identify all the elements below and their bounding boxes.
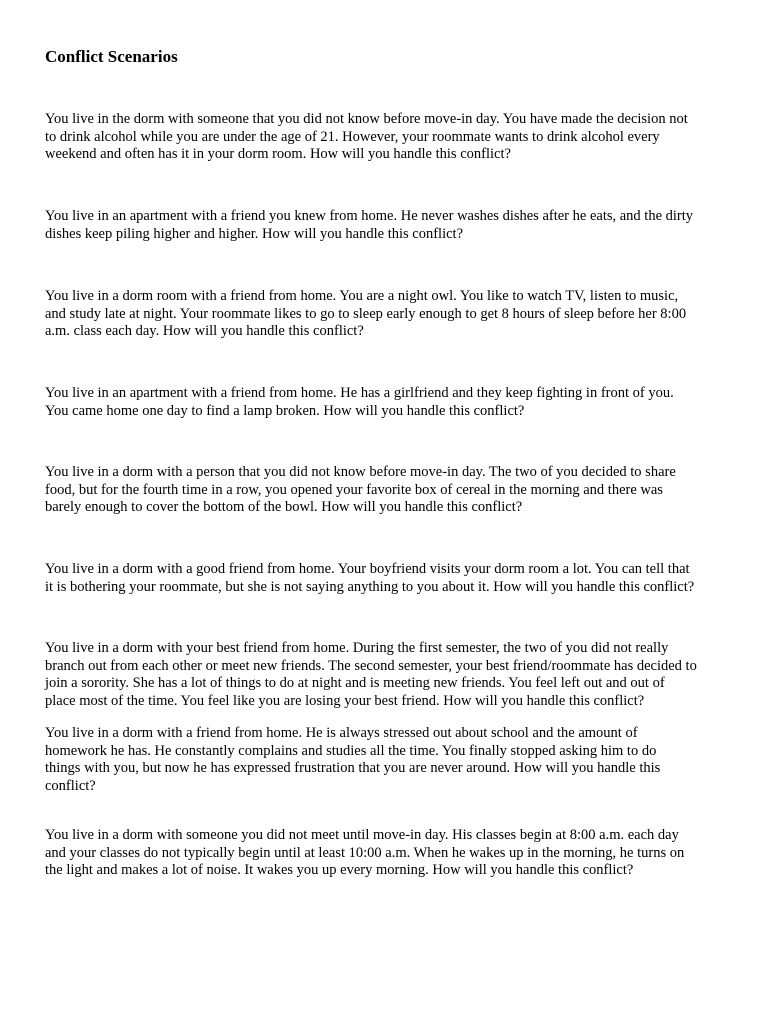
scenario-paragraph-8: You live in a dorm with a friend from home. He is always stressed out about school and the amount of homework he has. He constantly complains and studies all the time. You finally stopped asking him to do things with you, but now he has expressed frustration that you are never around. How will you handle this conflict?: [45, 725, 661, 794]
scenario-paragraph-9: You live in a dorm with someone you did not meet until move-in day. His classes begin at 8:00 a.m. each day and your classes do not typically begin until at least 10:00 a.m. When he wakes up in the morning, he turns on the light and makes a lot of noise. It wakes you up every morning. How will you handle this conflict?: [45, 827, 685, 879]
scenario-paragraph-2: You live in an apartment with a friend you knew from home. He never washes dishes after he eats, and the dirty dishes keep piling higher and higher. How will you handle this conflict?: [45, 208, 694, 242]
page-title: Conflict Scenarios: [45, 47, 178, 66]
scenario-paragraph-1: You live in the dorm with someone that you did not know before move-in day. You have made the decision not to drink alcohol while you are under the age of 21. However, your roommate wants to drink alcohol every weekend and often has it in your dorm room. How will you handle this conflict?: [45, 111, 688, 163]
scenario-paragraph-6: You live in a dorm with a good friend from home. Your boyfriend visits your dorm room a lot. You can tell that it is bothering your roommate, but she is not saying anything to you about it. How will you handle this conflict?: [45, 561, 695, 595]
scenario-paragraph-3: You live in a dorm room with a friend from home. You are a night owl. You like to watch TV, listen to music, and study late at night. Your roommate likes to go to sleep early enough to get 8 hours of sleep before her 8:00 a.m. class each day. How will you handle this conflict?: [45, 288, 687, 340]
scenario-paragraph-5: You live in a dorm with a person that you did not know before move-in day. The two of you decided to share food, but for the fourth time in a row, you opened your favorite box of cereal in the morning and there was barely enough to cover the bottom of the bowl. How will you handle this conflict?: [45, 464, 676, 516]
scenario-paragraph-4: You live in an apartment with a friend from home. He has a girlfriend and they keep fighting in front of you. You came home one day to find a lamp broken. How will you handle this conflict?: [45, 385, 674, 419]
scenario-paragraph-7: You live in a dorm with your best friend from home. During the first semester, the two of you did not really branch out from each other or meet new friends. The second semester, your best friend/roommate has decided to join a sorority. She has a lot of things to do at night and is meeting new friends. You feel left out and out of place most of the time. You feel like you are losing your best friend. How will you handle this conflict?: [45, 640, 697, 709]
